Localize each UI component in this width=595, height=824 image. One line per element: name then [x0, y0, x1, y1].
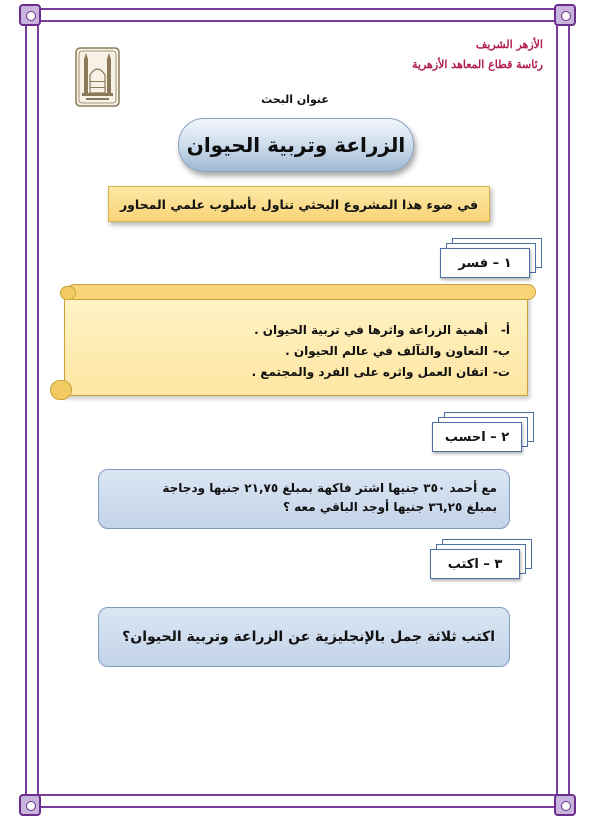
list-item: [110, 320, 510, 341]
research-title-pill: [178, 118, 414, 172]
calculate-line-1: مع أحمد ٣٥٠ جنيها اشتر فاكهة بمبلغ ٢١,٧٥ جنيها ودجاجة: [162, 481, 497, 495]
list-item-text: أهمية الزراعة واثرها في تربية الحيوان .: [254, 323, 488, 337]
calculate-line-2: بمبلغ ٣٦,٢٥ جنيها أوجد الباقي معه ؟: [283, 500, 497, 514]
write-box: [98, 607, 510, 667]
list-item: [110, 341, 510, 362]
section-3-label-card: [430, 539, 530, 577]
frame-corner-bottom-right: [554, 794, 576, 816]
section-2-label-card: [432, 412, 532, 450]
section-2-label: ٢ – احسب: [444, 429, 510, 445]
section-3-label: ٣ – اكتب: [447, 556, 503, 572]
list-item: [110, 362, 510, 383]
instruction-text: في ضوء هذا المشروع البحثي تناول بأسلوب علمي المحاور: [119, 196, 479, 212]
explain-scroll: [50, 284, 540, 408]
section-1-label: ١ – فسر: [458, 255, 512, 271]
frame-corner-top-left: [19, 4, 41, 26]
section-1-label-card: [440, 238, 540, 276]
list-item-text: التعاون والتآلف في عالم الحيوان .: [285, 344, 488, 358]
explain-list: [110, 320, 510, 383]
write-text: اكتب ثلاثة جمل بالإنجليزية عن الزراعة وتربية الحيوان؟: [122, 629, 495, 645]
list-marker: أ-: [500, 323, 510, 337]
al-azhar-logo-icon: [75, 47, 120, 107]
research-title: الزراعة وتربية الحيوان: [186, 133, 406, 157]
list-marker: ت-: [492, 365, 510, 379]
frame-corner-bottom-left: [19, 794, 41, 816]
calculate-box: [98, 469, 510, 529]
list-marker: ب-: [492, 344, 510, 358]
list-item-text: اتقان العمل واثره على الفرد والمجتمع .: [251, 365, 488, 379]
research-title-label: عنوان البحث: [261, 93, 329, 106]
instruction-banner: [108, 186, 490, 222]
header-line-2: رئاسة قطاع المعاهد الأزهرية: [412, 58, 543, 71]
frame-corner-top-right: [554, 4, 576, 26]
header-line-1: الأزهر الشريف: [475, 38, 543, 51]
